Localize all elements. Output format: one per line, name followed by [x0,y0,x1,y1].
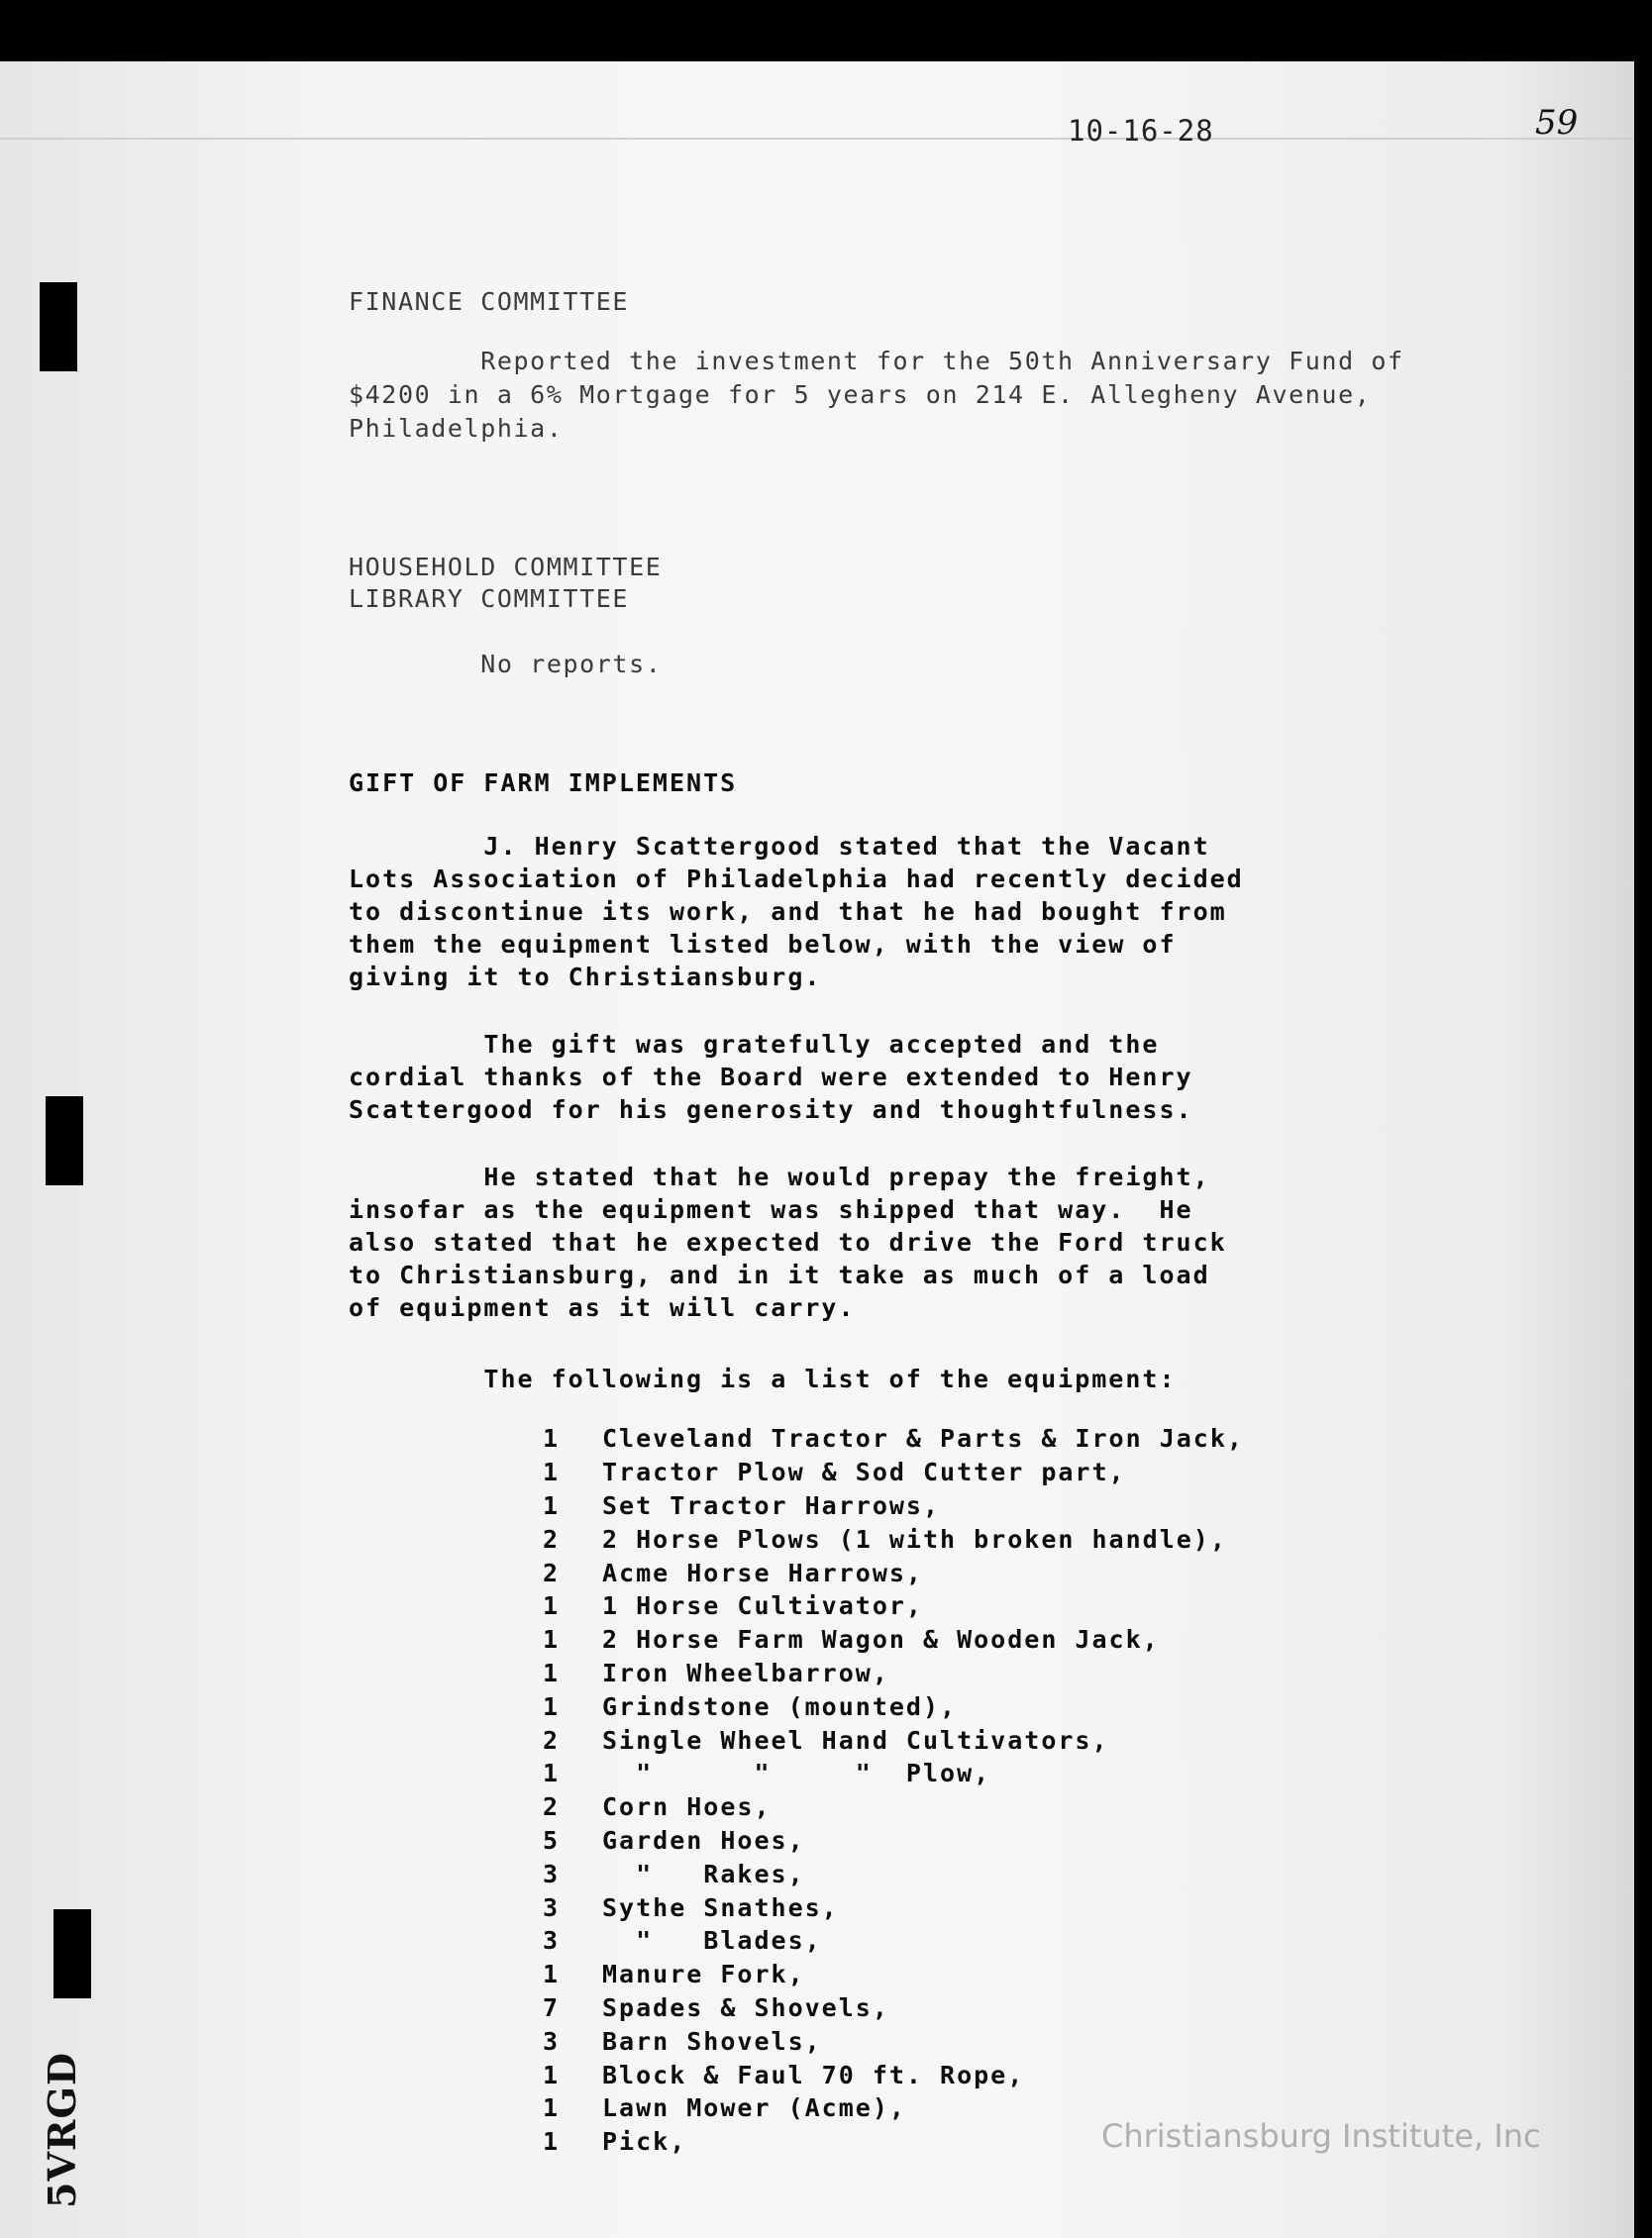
list-item [543,1924,1434,1958]
item-quantity: 1 [543,1658,559,1687]
list-item [543,1824,1434,1858]
item-quantity: 2 [543,1792,559,1822]
list-item [543,1757,1434,1790]
document-date: 10-16-28 [1068,114,1214,148]
watermark: Christiansburg Institute, Inc [1101,2117,1541,2155]
list-item [543,1589,1434,1623]
margin-tab-marker [53,1909,91,1998]
item-quantity: 2 [543,1558,559,1587]
item-quantity: 7 [543,1992,559,2022]
item-description: Iron Wheelbarrow, [602,1658,889,1687]
item-quantity: 1 [543,2093,559,2123]
item-description: Garden Hoes, [602,1825,805,1855]
item-quantity: 1 [543,2127,559,2157]
item-description: " Blades, [602,1926,822,1956]
list-item [543,1657,1434,1690]
finance-body: Reported the investment for the 50th Anniversary Fund of $4200 in a 6% Mortgage for 5 years on 214 E. Allegheny Avenue, Philadelphia. [349,347,1404,443]
item-quantity: 1 [543,1759,559,1788]
gift-heading: GIFT OF FARM IMPLEMENTS [349,768,738,797]
item-quantity: 5 [543,1825,559,1855]
gift-paragraph-3: He stated that he would prepay the freight, insofar as the equipment was shipped that way. He also stated that he expected to drive the Ford truck to Christiansburg, and in it take as much of a load of equipment as it will carry. [349,1163,1227,1322]
list-item [543,2024,1434,2058]
item-quantity: 2 [543,1725,559,1755]
item-quantity: 3 [543,1859,559,1888]
item-description: Lawn Mower (Acme), [602,2093,906,2123]
item-description: Block & Faul 70 ft. Rope, [602,2060,1025,2089]
margin-tab-marker [46,1096,83,1185]
list-item [543,1723,1434,1757]
list-item [543,1689,1434,1723]
gift-paragraph-1: J. Henry Scattergood stated that the Vacant Lots Association of Philadelphia had recently decided to discontinue its work, and that he had bought from them the equipment listed below, with the view of giving it to Christiansburg. [349,832,1244,991]
list-item [543,1790,1434,1824]
item-quantity: 1 [543,1960,559,1989]
list-item [543,1422,1434,1456]
item-description: Spades & Shovels, [602,1992,889,2022]
item-description: Corn Hoes, [602,1792,772,1822]
item-description: Tractor Plow & Sod Cutter part, [602,1458,1126,1487]
item-description: Manure Fork, [602,1960,805,1989]
item-quantity: 3 [543,1892,559,1922]
library-heading: LIBRARY COMMITTEE [349,584,630,613]
item-quantity: 1 [543,2060,559,2089]
item-description: " Rakes, [602,1859,805,1888]
item-description: 2 Horse Farm Wagon & Wooden Jack, [602,1625,1160,1655]
list-item [543,1991,1434,2025]
item-description: 2 Horse Plows (1 with broken handle), [602,1524,1227,1554]
equipment-list-intro: The following is a list of the equipment: [349,1365,1177,1393]
gift-paragraph-2: The gift was gratefully accepted and the cordial thanks of the Board were extended to Henry Scattergood for his generosity and thoughtfulness. [349,1030,1193,1124]
list-item [543,1556,1434,1589]
household-heading: HOUSEHOLD COMMITTEE [349,553,663,581]
margin-stamp: 5VRGD [40,2052,84,2208]
household-body: No reports. [349,650,663,678]
list-item [543,1489,1434,1523]
item-quantity: 1 [543,1625,559,1655]
item-quantity: 1 [543,1424,559,1454]
finance-heading: FINANCE COMMITTEE [349,287,630,316]
top-rule [0,138,1634,140]
item-quantity: 1 [543,1490,559,1520]
item-quantity: 1 [543,1458,559,1487]
item-quantity: 1 [543,1691,559,1721]
item-description: Barn Shovels, [602,2026,822,2056]
list-item [543,1623,1434,1657]
item-quantity: 1 [543,1591,559,1621]
item-description: " " " Plow, [602,1759,991,1788]
item-description: Set Tractor Harrows, [602,1490,941,1520]
list-item [543,1890,1434,1924]
item-quantity: 2 [543,1524,559,1554]
list-item [543,1857,1434,1890]
item-quantity: 3 [543,2026,559,2056]
item-description: Cleveland Tractor & Parts & Iron Jack, [602,1424,1244,1454]
item-description: 1 Horse Cultivator, [602,1591,923,1621]
item-description: Sythe Snathes, [602,1892,839,1922]
list-item [543,1958,1434,1991]
equipment-list [543,1422,1434,2159]
item-description: Grindstone (mounted), [602,1691,958,1721]
list-item [543,2058,1434,2091]
list-item [543,1456,1434,1489]
item-description: Pick, [602,2127,687,2157]
margin-tab-marker [40,282,77,371]
page-number: 59 [1535,103,1579,143]
list-item [543,1522,1434,1556]
item-quantity: 3 [543,1926,559,1956]
item-description: Acme Horse Harrows, [602,1558,923,1587]
item-description: Single Wheel Hand Cultivators, [602,1725,1109,1755]
